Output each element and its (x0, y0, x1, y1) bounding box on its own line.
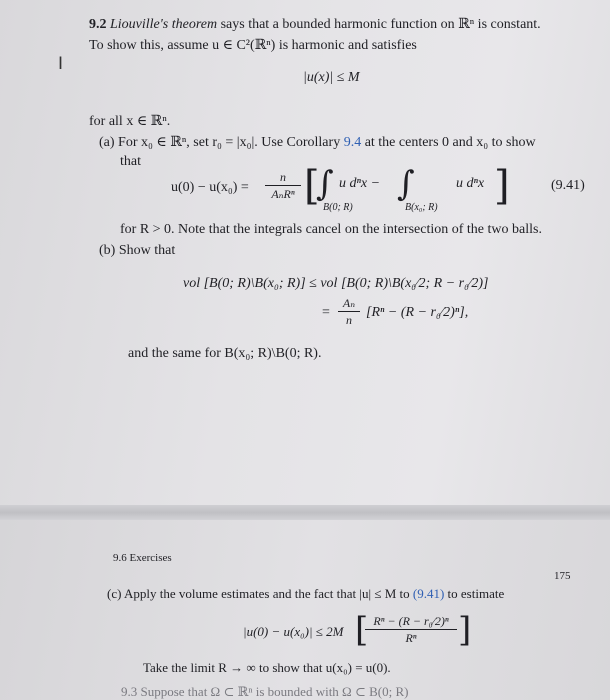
right-bracket: ] (494, 163, 510, 209)
intro-line-2: To show this, assume u ∈ C²(ℝⁿ) is harmonic and satisfies (89, 38, 417, 53)
estimate-numerator: Rⁿ − (R − r₀⁄2)ⁿ (373, 614, 449, 628)
estimate-lhs: |u(0) − u(x₀)| ≤ 2M (243, 624, 344, 639)
that-text: that (120, 154, 141, 169)
integral-sign-2: ∫ (397, 164, 415, 204)
fraction-numerator: n (280, 170, 286, 184)
integrand-1: u dⁿx − (339, 176, 381, 191)
page-number: 175 (554, 570, 571, 582)
estimate-fraction-bar (365, 629, 457, 630)
volume-fraction-numerator: Aₙ (342, 296, 356, 310)
estimate-right-bracket: ] (458, 610, 472, 650)
estimate-fraction (365, 614, 457, 645)
integral-sign-1: ∫ (316, 164, 334, 204)
corollary-link[interactable]: 9.4 (343, 135, 362, 150)
part-b-text: Show that (118, 243, 176, 258)
volume-inequality-line-2: [Rⁿ − (R − r₀⁄2)ⁿ], (366, 305, 469, 320)
problem-title: Liouville's theorem (110, 17, 218, 32)
part-a-text: For x₀ ∈ ℝⁿ, set r₀ = |x₀|. Use Corollary (118, 135, 341, 150)
part-c-line (107, 586, 504, 602)
bound-equation: |u(x)| ≤ M (303, 70, 360, 85)
integration-domain-2: B(x₀; R) (405, 202, 438, 213)
part-a-label: (a) (99, 135, 115, 150)
left-bracket: [ (304, 163, 320, 209)
part-c-text: Apply the volume estimates and the fact that |u| ≤ M to (123, 586, 410, 601)
section-header: 9.6 Exercises (113, 552, 172, 564)
part-a-note: for R > 0. Note that the integrals cancel on the intersection of the two balls. (120, 222, 542, 237)
problem-number: 9.2 (89, 17, 107, 32)
page-seam (0, 505, 610, 520)
part-b-same-for: and the same for B(x₀; R)\B(0; R). (128, 346, 322, 361)
cut-off-next-problem: 9.3 Suppose that Ω ⊂ ℝⁿ is bounded with Ω ⊂ B(0; R) (121, 684, 409, 699)
estimate-left-bracket: [ (355, 610, 369, 650)
text-cursor-icon: I (58, 54, 64, 74)
lower-page (0, 520, 610, 700)
volume-fraction (338, 296, 360, 327)
equation-number: (9.41) (551, 178, 585, 193)
integrand-2: u dⁿx (456, 176, 485, 191)
part-b-line (99, 243, 175, 259)
estimate-denominator: Rⁿ (405, 631, 417, 645)
limit-text: Take the limit R → ∞ to show that u(x₀) = u(0). (143, 660, 391, 675)
volume-eq-sign: = (322, 305, 330, 320)
fraction-bar (265, 185, 301, 186)
eq-941-fraction (265, 170, 301, 201)
fraction-denominator: AₙRⁿ (271, 187, 295, 201)
part-a-text-after: at the centers 0 and x₀ to show (364, 135, 536, 150)
intro-line-1: says that a bounded harmonic function on ℝⁿ is constant. (220, 17, 541, 32)
part-c-text-after: to estimate (447, 586, 505, 601)
part-a-line (99, 134, 536, 151)
equation-941-link[interactable]: (9.41) (412, 586, 445, 601)
part-c-label: (c) (107, 586, 122, 601)
integration-domain-1: B(0; R) (323, 202, 353, 213)
part-b-label: (b) (99, 243, 116, 258)
volume-fraction-bar (338, 311, 360, 312)
for-all-text: for all x ∈ ℝⁿ. (89, 114, 171, 129)
eq-941-lhs: u(0) − u(x₀) = (171, 180, 249, 195)
volume-fraction-denominator: n (346, 313, 352, 327)
volume-inequality-line-1: vol [B(0; R)\B(x₀; R)] ≤ vol [B(0; R)\B(x₀⁄2; R − r₀⁄2)] (183, 276, 489, 291)
problem-heading (89, 16, 541, 33)
